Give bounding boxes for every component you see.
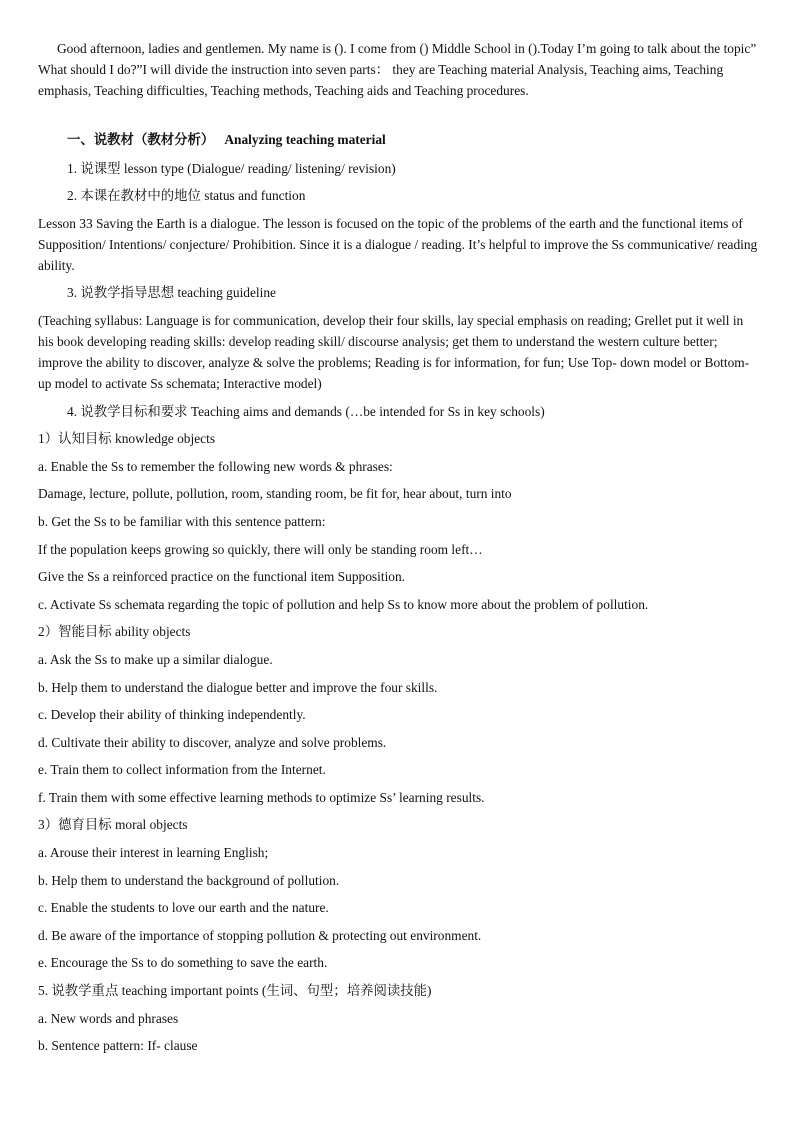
ability-item: a. Ask the Ss to make up a similar dialogue. bbox=[38, 651, 273, 667]
status-function-heading: 2. 本课在教材中的地位 status and function bbox=[67, 188, 306, 204]
ability-item: b. Help them to understand the dialogue better and improve the four skills. bbox=[38, 679, 438, 695]
section-heading bbox=[38, 129, 760, 151]
moral-item: e. Encourage the Ss to do something to save the earth. bbox=[38, 955, 328, 971]
document-page bbox=[38, 38, 760, 1063]
lesson-description: Lesson 33 Saving the Earth is a dialogue. The lesson is focused on the topic of the problems of the earth and the functional items of Supposition/ Intentions/ conjecture/ Prohibition. Since it is a dialogue / reading. It’s helpful to improve the Ss communicative/ reading ability. bbox=[38, 215, 758, 273]
moral-item: b. Help them to understand the background of pollution. bbox=[38, 872, 340, 888]
ability-item: f. Train them with some effective learning methods to optimize Ss’ learning results. bbox=[38, 789, 485, 805]
knowledge-practice: Give the Ss a reinforced practice on the functional item Supposition. bbox=[38, 569, 406, 585]
important-point-item: a. New words and phrases bbox=[38, 1010, 179, 1026]
knowledge-item: a. Enable the Ss to remember the following new words & phrases: bbox=[38, 458, 393, 474]
lesson-type: 1. 说课型 lesson type (Dialogue/ reading/ listening/ revision) bbox=[67, 160, 396, 176]
knowledge-objects-heading: 1）认知目标 knowledge objects bbox=[38, 431, 216, 447]
knowledge-item: b. Get the Ss to be familiar with this sentence pattern: bbox=[38, 513, 326, 529]
moral-item: d. Be aware of the importance of stopping pollution & protecting out environment. bbox=[38, 927, 482, 943]
ability-item: e. Train them to collect information from the Internet. bbox=[38, 762, 326, 778]
knowledge-sentence: If the population keeps growing so quickly, there will only be standing room left… bbox=[38, 541, 483, 557]
knowledge-item: c. Activate Ss schemata regarding the topic of pollution and help Ss to know more about the problem of pollution. bbox=[38, 596, 649, 612]
teaching-guideline-heading: 3. 说教学指导思想 teaching guideline bbox=[67, 285, 277, 301]
knowledge-words: Damage, lecture, pollute, pollution, room, standing room, be fit for, hear about, turn into bbox=[38, 486, 512, 502]
moral-item: c. Enable the students to love our earth and the nature. bbox=[38, 900, 329, 916]
important-points-heading: 5. 说教学重点 teaching important points (生词、句型；培养阅读技能) bbox=[38, 983, 432, 999]
section-heading-cn: 一、说教材（教材分析） bbox=[67, 132, 215, 148]
intro-paragraph: Good afternoon, ladies and gentlemen. My name is (). I come from () Middle School in ().Today I’m going to talk about the topic” What should I do?”I will divide the instruction into seven parts： they are Teaching material Analysis, Teaching aims, Teaching emphasis, Teaching difficulties, Teaching methods, Teaching aids and Teaching procedures. bbox=[38, 41, 757, 98]
teaching-aims-heading: 4. 说教学目标和要求 Teaching aims and demands (…be intended for Ss in key schools) bbox=[67, 403, 545, 419]
ability-objects-heading: 2）智能目标 ability objects bbox=[38, 624, 191, 640]
moral-item: a. Arouse their interest in learning English; bbox=[38, 845, 269, 861]
section-heading-en: Analyzing teaching material bbox=[224, 132, 386, 147]
ability-item: c. Develop their ability of thinking independently. bbox=[38, 707, 306, 723]
important-point-item: b. Sentence pattern: If- clause bbox=[38, 1038, 198, 1054]
ability-item: d. Cultivate their ability to discover, analyze and solve problems. bbox=[38, 734, 387, 750]
moral-objects-heading: 3）德育目标 moral objects bbox=[38, 817, 188, 833]
teaching-guideline-text: (Teaching syllabus: Language is for communication, develop their four skills, lay special emphasis on reading; Grellet put it well in his book developing reading skills: develop reading skill/ discourse analysis; get them to understand the western culture better; improve the ability to discover, analyze & solve the problems; Reading is for information, for fun; Use Top- down model or Bottom- up model to activate Ss schemata; Interactive model) bbox=[38, 312, 750, 391]
